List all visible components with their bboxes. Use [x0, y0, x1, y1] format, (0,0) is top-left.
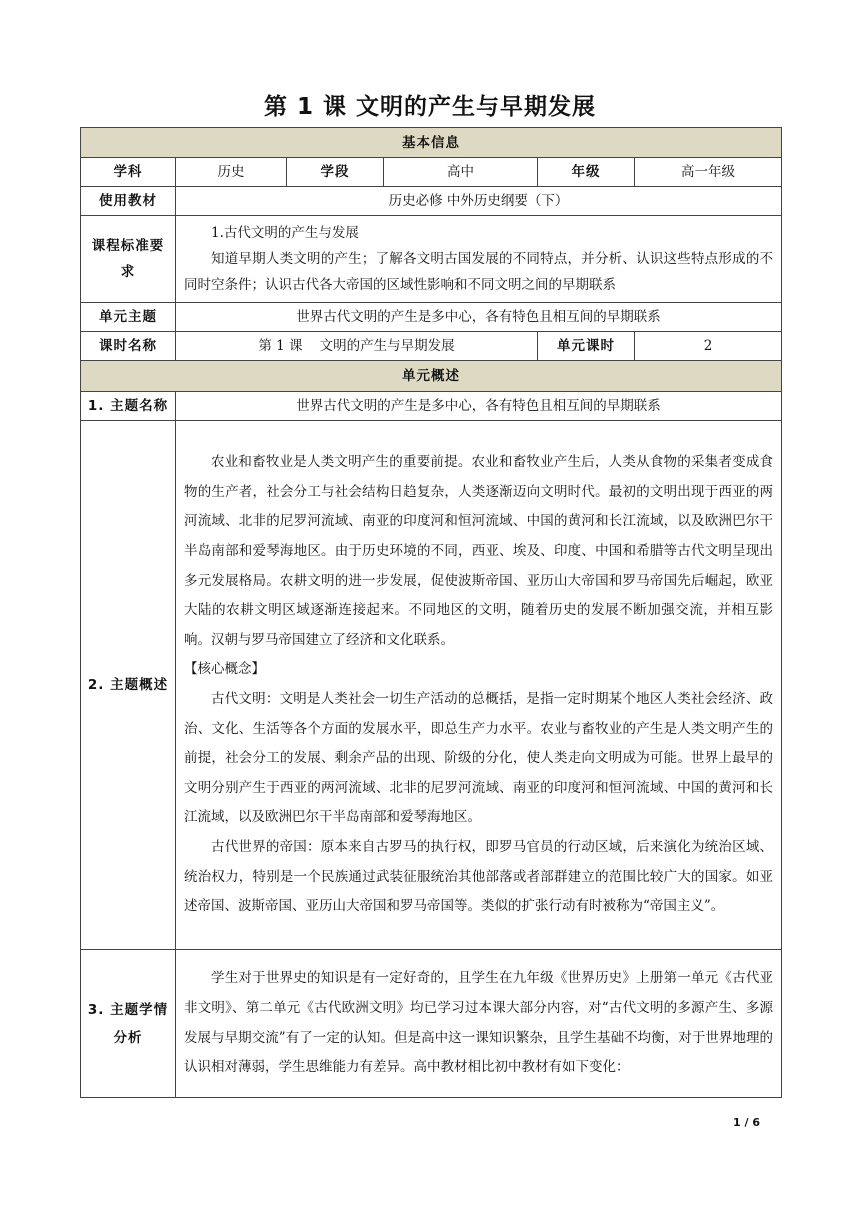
lesson-plan-table	[80, 127, 782, 1098]
stage-label: 学段	[287, 158, 384, 187]
subject-label: 学科	[81, 158, 176, 187]
overview-paragraph: 古代世界的帝国：原本来自古罗马的执行权，即罗马官员的行动区域，后来演化为统治区域、统治权力，特别是一个民族通过武装征服统治其他部落或者部群建立的范围比较广大的国家。如亚述帝国、波斯帝国、亚历山大帝国和罗马帝国等。类似的扩张行动有时被称为“帝国主义”。	[184, 838, 774, 915]
standard-content	[176, 216, 782, 303]
page-number: 1 / 6	[733, 1116, 760, 1129]
unit-theme-value: 世界古代文明的产生是多中心，各有特色且相互间的早期联系	[176, 303, 782, 332]
learning-analysis-content	[176, 950, 782, 1098]
stage-value: 高中	[384, 158, 538, 187]
standard-label: 课程标准要求	[81, 216, 176, 303]
topic-name-value: 世界古代文明的产生是多中心，各有特色且相互间的早期联系	[176, 392, 782, 421]
unit-overview-header: 单元概述	[81, 361, 782, 392]
overview-paragraph: 农业和畜牧业是人类文明产生的重要前提。农业和畜牧业产生后，人类从食物的采集者变成食物的生产者，社会分工与社会结构日趋复杂，人类逐渐迈向文明时代。最初的文明出现于西亚的两河流域、北非的尼罗河流域、南亚的印度河和恒河流域、中国的黄河和长江流域，以及欧洲巴尔干半岛南部和爱琴海地区。由于历史环境的不同，西亚、埃及、印度、中国和希腊等古代文明呈现出多元发展格局。农耕文明的进一步发展，促使波斯帝国、亚历山大帝国和罗马帝国先后崛起，欧亚大陆的农耕文明区域逐渐连接起来。不同地区的文明，随着历史的发展不断加强交流，并相互影响。汉朝与罗马帝国建立了经济和文化联系。	[184, 454, 774, 648]
grade-label: 年级	[538, 158, 635, 187]
page-title: 第 1 课 文明的产生与早期发展	[263, 94, 597, 120]
textbook-label: 使用教材	[81, 187, 176, 216]
grade-value: 高一年级	[635, 158, 782, 187]
standard-line-2: 知道早期人类文明的产生；了解各文明古国发展的不同特点，并分析、认识这些特点形成的不同时空条件；认识古代各大帝国的区域性影响和不同文明之间的早期联系	[184, 251, 774, 293]
unit-hours-label: 单元课时	[538, 332, 635, 361]
learning-analysis-paragraph: 学生对于世界史的知识是有一定好奇的，且学生在九年级《世界历史》上册第一单元《古代亚非文明》、第二单元《古代欧洲文明》均已学习过本课大部分内容，对“古代文明的多源产生、多源发展与早期交流”有了一定的认知。但是高中这一课知识繁杂，且学生基础不均衡，对于世界地理的认识相对薄弱，学生思维能力有差异。高中教材相比初中教材有如下变化：	[184, 970, 774, 1076]
unit-hours-value: 2	[635, 332, 782, 361]
textbook-value: 历史必修 中外历史纲要（下）	[176, 187, 782, 216]
standard-line-1: 1.古代文明的产生与发展	[211, 225, 359, 241]
learning-analysis-label: 3. 主题学情分析	[81, 950, 176, 1098]
unit-theme-label: 单元主题	[81, 303, 176, 332]
topic-name-label: 1. 主题名称	[81, 392, 176, 421]
core-concept-heading: 【核心概念】	[184, 661, 265, 678]
overview-paragraph: 古代文明：文明是人类社会一切生产活动的总概括，是指一定时期某个地区人类社会经济、政治、文化、生活等各个方面的发展水平，即总生产力水平。农业与畜牧业的产生是人类文明产生的前提，社会分工的发展、剩余产品的出现、阶级的分化，使人类走向文明成为可能。世界上最早的文明分别产生于西亚的两河流域、北非的尼罗河流域、南亚的印度河和恒河流域、中国的黄河和长江流域，以及欧洲巴尔干半岛南部和爱琴海地区。	[184, 691, 774, 826]
topic-overview-label: 2. 主题概述	[81, 421, 176, 950]
topic-overview-content	[176, 421, 782, 950]
subject-value: 历史	[176, 158, 287, 187]
lesson-name-value: 第 1 课 文明的产生与早期发展	[176, 332, 538, 361]
lesson-name-label: 课时名称	[81, 332, 176, 361]
basic-info-header: 基本信息	[81, 128, 782, 158]
